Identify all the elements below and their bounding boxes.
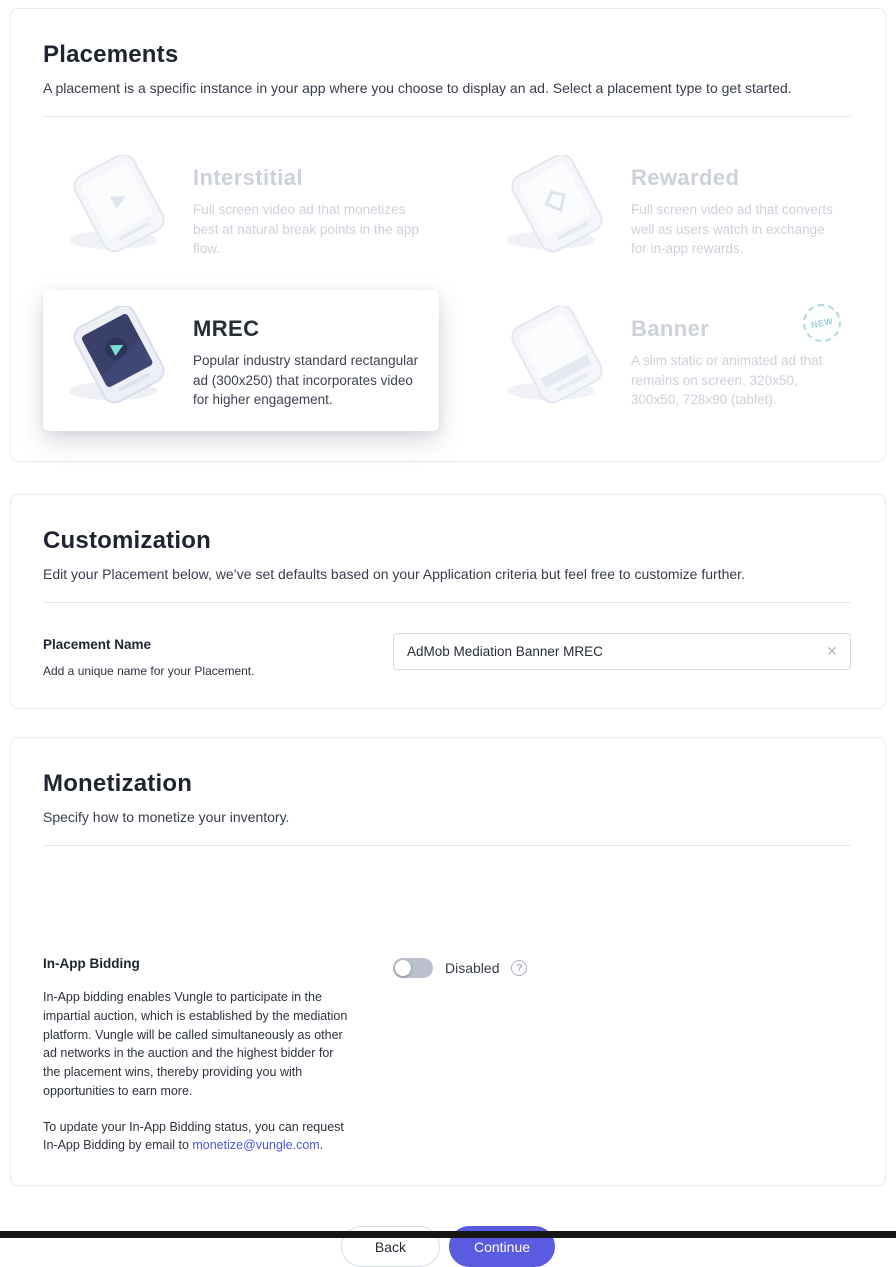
screen-bottom-edge bbox=[0, 1231, 896, 1238]
clear-input-icon[interactable]: ✕ bbox=[826, 643, 838, 659]
monetize-email-link[interactable]: monetize@vungle.com bbox=[192, 1138, 320, 1153]
placements-title: Placements bbox=[43, 41, 179, 68]
monetization-card bbox=[10, 737, 886, 1186]
interstitial-title: Interstitial bbox=[193, 165, 303, 190]
banner-title: Banner bbox=[631, 316, 710, 341]
rewarded-phone-icon bbox=[499, 155, 617, 260]
back-button[interactable]: Back bbox=[341, 1226, 440, 1267]
customization-card bbox=[10, 494, 886, 709]
banner-desc: A slim static or animated ad that remains on screen. 320x50, 300x50, 728x90 (tablet). bbox=[631, 353, 823, 408]
in-app-bidding-status: Disabled bbox=[445, 960, 500, 976]
new-badge: NEW bbox=[799, 300, 844, 345]
in-app-bidding-toggle[interactable] bbox=[393, 958, 433, 978]
customization-title: Customization bbox=[43, 527, 211, 554]
mrec-title: MREC bbox=[193, 316, 260, 341]
placements-card bbox=[10, 8, 886, 462]
placements-divider bbox=[43, 116, 851, 117]
placement-type-grid bbox=[43, 139, 851, 431]
in-app-bidding-description: In-App bidding enables Vungle to participate in the impartial auction, which is established by the mediation platform. Vungle will be called simultaneously as other ad networks in the auction and the highest bidder for the placement wins, thereby providing you with opportunities to earn more. bbox=[43, 990, 348, 1098]
monetization-title: Monetization bbox=[43, 770, 193, 797]
rewarded-desc: Full screen video ad that converts well as users watch in exchange for in-app rewards. bbox=[631, 202, 833, 257]
interstitial-desc: Full screen video ad that monetizes best at natural break points in the app flow. bbox=[193, 202, 419, 257]
in-app-bidding-label: In-App Bidding bbox=[43, 956, 140, 971]
toggle-knob bbox=[395, 960, 411, 976]
mrec-phone-icon bbox=[61, 306, 179, 411]
customization-divider bbox=[43, 602, 851, 603]
rewarded-title: Rewarded bbox=[631, 165, 740, 190]
placement-name-row bbox=[43, 633, 851, 678]
monetization-divider bbox=[43, 845, 851, 846]
help-icon[interactable]: ? bbox=[511, 960, 527, 976]
placement-name-input[interactable] bbox=[393, 633, 851, 670]
placement-tile-rewarded[interactable] bbox=[481, 139, 851, 280]
continue-button[interactable]: Continue bbox=[449, 1226, 555, 1267]
placement-tile-banner[interactable] bbox=[481, 290, 851, 431]
bidding-update-text: To update your In-App Bidding status, you can request In-App Bidding by email to bbox=[43, 1119, 344, 1153]
placement-tile-mrec[interactable] bbox=[43, 290, 439, 431]
placements-subtitle: A placement is a specific instance in your app where you choose to display an ad. Select a placement type to get started. bbox=[43, 80, 792, 96]
placement-name-label: Placement Name bbox=[43, 637, 152, 652]
in-app-bidding-row bbox=[43, 956, 851, 1155]
placement-tile-interstitial[interactable] bbox=[43, 139, 439, 280]
placement-name-help: Add a unique name for your Placement. bbox=[43, 664, 255, 678]
banner-phone-icon bbox=[499, 306, 617, 411]
interstitial-phone-icon bbox=[61, 155, 179, 260]
monetization-subtitle: Specify how to monetize your inventory. bbox=[43, 809, 290, 825]
mrec-desc: Popular industry standard rectangular ad (300x250) that incorporates video for higher engagement. bbox=[193, 353, 419, 408]
in-app-bidding-update-note bbox=[43, 1118, 351, 1156]
bidding-update-suffix: . bbox=[319, 1138, 324, 1153]
customization-subtitle: Edit your Placement below, we’ve set defaults based on your Application criteria but feel free to customize further. bbox=[43, 566, 745, 582]
